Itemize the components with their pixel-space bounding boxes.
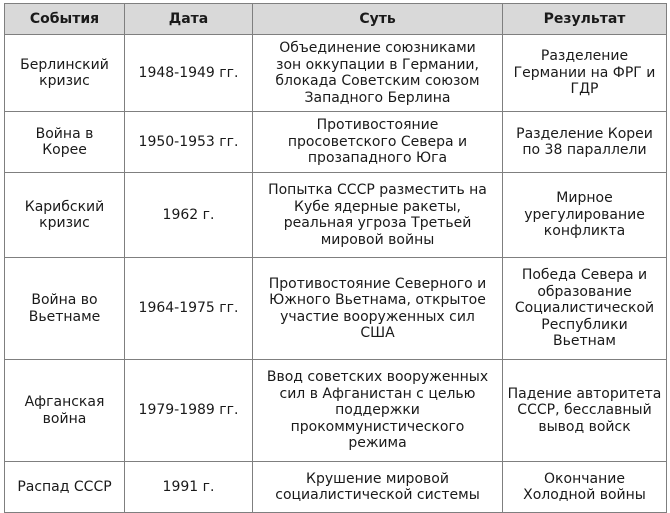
cell-line: вывод войск bbox=[538, 418, 631, 435]
cell-line: кризис bbox=[39, 73, 90, 89]
event-cell bbox=[5, 112, 125, 173]
header-events: События bbox=[5, 4, 125, 35]
date-cell: 1948-1949 гг. bbox=[125, 35, 253, 112]
essence-cell bbox=[253, 173, 503, 258]
cell-line: блокада Советским союзом bbox=[275, 73, 480, 89]
cell-line: поддержки bbox=[335, 402, 420, 419]
event-cell bbox=[5, 462, 125, 513]
header-essence: Суть bbox=[253, 4, 503, 35]
cell-line: Крушение мировой bbox=[306, 470, 449, 487]
cell-line: зон оккупации в Германии, bbox=[276, 56, 479, 73]
table-row bbox=[5, 173, 667, 258]
header-result: Результат bbox=[503, 4, 667, 35]
table-row bbox=[5, 462, 667, 513]
table-row bbox=[5, 360, 667, 462]
cell-line: США bbox=[360, 325, 395, 341]
result-cell bbox=[503, 112, 667, 173]
cell-line: Западного Берлина bbox=[304, 89, 451, 106]
result-cell bbox=[503, 258, 667, 360]
result-cell bbox=[503, 35, 667, 112]
essence-cell bbox=[253, 112, 503, 173]
date-cell: 1991 г. bbox=[125, 462, 253, 513]
cell-line: Корее bbox=[42, 142, 87, 158]
cell-line: Ввод советских вооруженных bbox=[266, 369, 489, 386]
cell-line: Распад СССР bbox=[17, 478, 112, 495]
cell-line: прозападного Юга bbox=[307, 150, 448, 167]
cell-line: Противостояние bbox=[316, 117, 439, 134]
cell-line: Война во bbox=[31, 292, 98, 308]
cell-line: образование bbox=[537, 283, 632, 300]
cell-line: по 38 параллели bbox=[522, 142, 647, 158]
date-cell: 1950-1953 гг. bbox=[125, 112, 253, 173]
essence-cell bbox=[253, 462, 503, 513]
event-cell bbox=[5, 258, 125, 360]
cell-line: Объединение союзниками bbox=[279, 40, 476, 56]
date-cell: 1979-1989 гг. bbox=[125, 360, 253, 462]
cell-line: Карибский bbox=[24, 198, 105, 215]
cell-line: Афганская bbox=[24, 394, 105, 410]
cell-line: война bbox=[42, 410, 87, 427]
cell-line: СССР, бесславный bbox=[517, 402, 652, 419]
cell-line: просоветского Севера и bbox=[287, 133, 468, 150]
event-cell bbox=[5, 173, 125, 258]
cell-line: Победа Севера и bbox=[521, 267, 648, 284]
cell-line: Война в bbox=[35, 125, 94, 142]
header-row bbox=[5, 4, 667, 35]
cell-line: Вьетнам bbox=[553, 333, 616, 350]
date-cell: 1962 г. bbox=[125, 173, 253, 258]
cell-line: Южного Вьетнама, открытое bbox=[269, 292, 486, 308]
cell-line: Противостояние Северного и bbox=[268, 275, 487, 292]
table-row bbox=[5, 112, 667, 173]
cell-line: сил в Афганистан с целью bbox=[279, 385, 476, 402]
result-cell bbox=[503, 173, 667, 258]
cell-line: урегулирование bbox=[524, 206, 645, 223]
cell-line: Холодной войны bbox=[523, 487, 646, 503]
cell-line: Вьетнаме bbox=[28, 308, 101, 325]
cell-line: социалистической системы bbox=[275, 487, 480, 503]
cell-line: Кубе ядерные ракеты, bbox=[294, 198, 461, 215]
result-cell bbox=[503, 360, 667, 462]
date-cell: 1964-1975 гг. bbox=[125, 258, 253, 360]
cell-line: Попытка СССР разместить на bbox=[268, 182, 487, 198]
essence-cell bbox=[253, 35, 503, 112]
table-row bbox=[5, 35, 667, 112]
cell-line: конфликта bbox=[543, 223, 626, 240]
cell-line: Берлинский bbox=[20, 56, 109, 73]
result-cell bbox=[503, 462, 667, 513]
cell-line: Падение авторитета bbox=[507, 385, 662, 402]
essence-cell bbox=[253, 360, 503, 462]
cell-line: Мирное bbox=[556, 190, 613, 207]
cell-line: Разделение Кореи bbox=[516, 125, 653, 142]
event-cell bbox=[5, 35, 125, 112]
cell-line: Германии на ФРГ и bbox=[513, 64, 656, 81]
events-table bbox=[4, 3, 667, 513]
cell-line: прокоммунистического bbox=[290, 418, 465, 435]
essence-cell bbox=[253, 258, 503, 360]
cell-line: Республики bbox=[541, 316, 628, 333]
cell-line: мировой войны bbox=[320, 231, 435, 248]
cell-line: кризис bbox=[39, 215, 90, 231]
cell-line: Окончание bbox=[544, 470, 625, 487]
table-row bbox=[5, 258, 667, 360]
cell-line: ГДР bbox=[570, 81, 599, 98]
cell-line: реальная угроза Третьей bbox=[283, 215, 472, 231]
header-date: Дата bbox=[125, 4, 253, 35]
cell-line: участие вооруженных сил bbox=[280, 308, 475, 325]
cell-line: режима bbox=[348, 435, 407, 452]
event-cell bbox=[5, 360, 125, 462]
cell-line: Социалистической bbox=[514, 300, 655, 317]
cell-line: Разделение bbox=[540, 48, 629, 65]
